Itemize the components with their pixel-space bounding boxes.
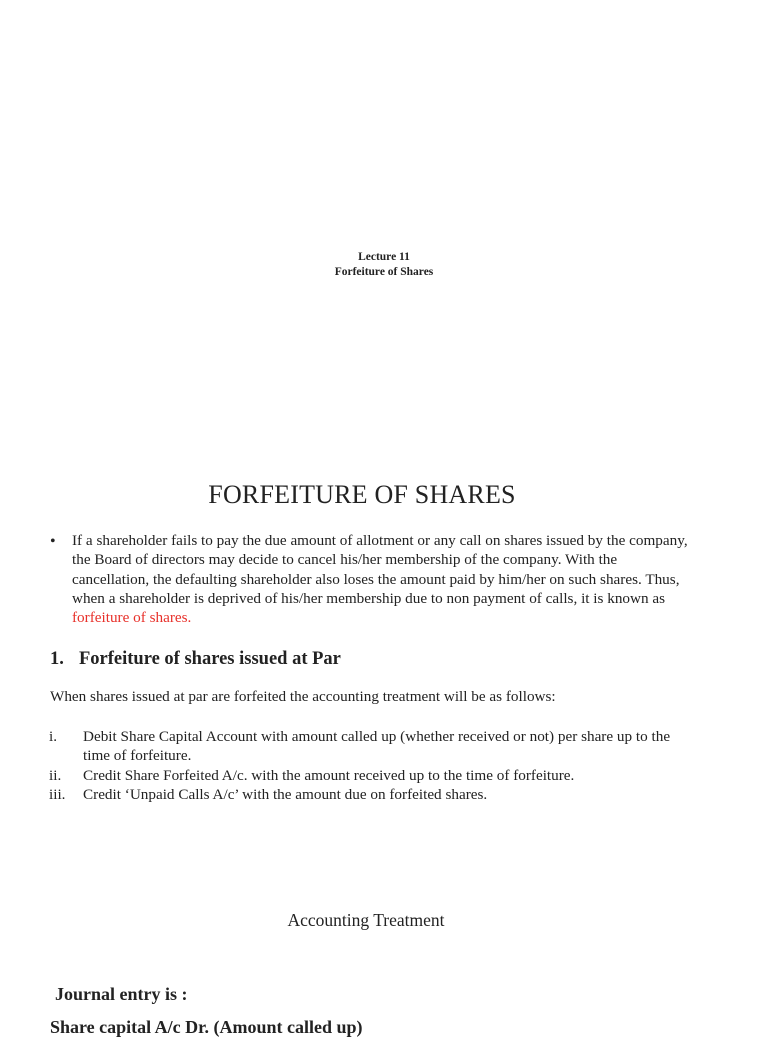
journal-entry-heading: Journal entry is : <box>55 984 188 1004</box>
subsection-heading: Accounting Treatment <box>287 910 445 930</box>
bullet-text: If a shareholder fails to pay the due amount of allotment or any call on shares issued by the company, the Board of directors may decide to cancel his/her membership of the company. With the cancellation, the defaulting shareholder also loses the amount paid by him/her on such shares. Thus, when a shareholder is deprived of his/her membership due to non payment of calls, it is known as <box>72 532 688 607</box>
bullet-icon: • <box>50 533 56 550</box>
journal-entry-line: Share capital A/c Dr. (Amount called up) <box>50 1017 363 1037</box>
bullet-paragraph <box>72 531 692 627</box>
lecture-topic: Forfeiture of Shares <box>334 266 434 278</box>
list-item-text: Debit Share Capital Account with amount called up (whether received or not) per share up to the time of forfeiture. <box>83 728 671 765</box>
section-title: Forfeiture of shares issued at Par <box>79 649 341 669</box>
list-item-text: Credit Share Forfeited A/c. with the amount received up to the time of forfeiture. <box>83 767 575 784</box>
list-item-text: Credit ‘Unpaid Calls A/c’ with the amount due on forfeited shares. <box>83 786 488 803</box>
page-title: FORFEITURE OF SHARES <box>208 480 516 509</box>
section-heading <box>50 647 341 671</box>
lecture-number: Lecture 11 <box>358 251 410 263</box>
list-item-number: iii. <box>49 786 66 803</box>
lecture-header <box>0 250 768 280</box>
section-intro: When shares issued at par are forfeited the accounting treatment will be as follows: <box>50 688 556 705</box>
section-number: 1. <box>50 649 64 669</box>
highlighted-term: forfeiture of shares. <box>72 609 192 627</box>
list-item-number: i. <box>49 728 58 745</box>
list-item-number: ii. <box>49 767 62 784</box>
